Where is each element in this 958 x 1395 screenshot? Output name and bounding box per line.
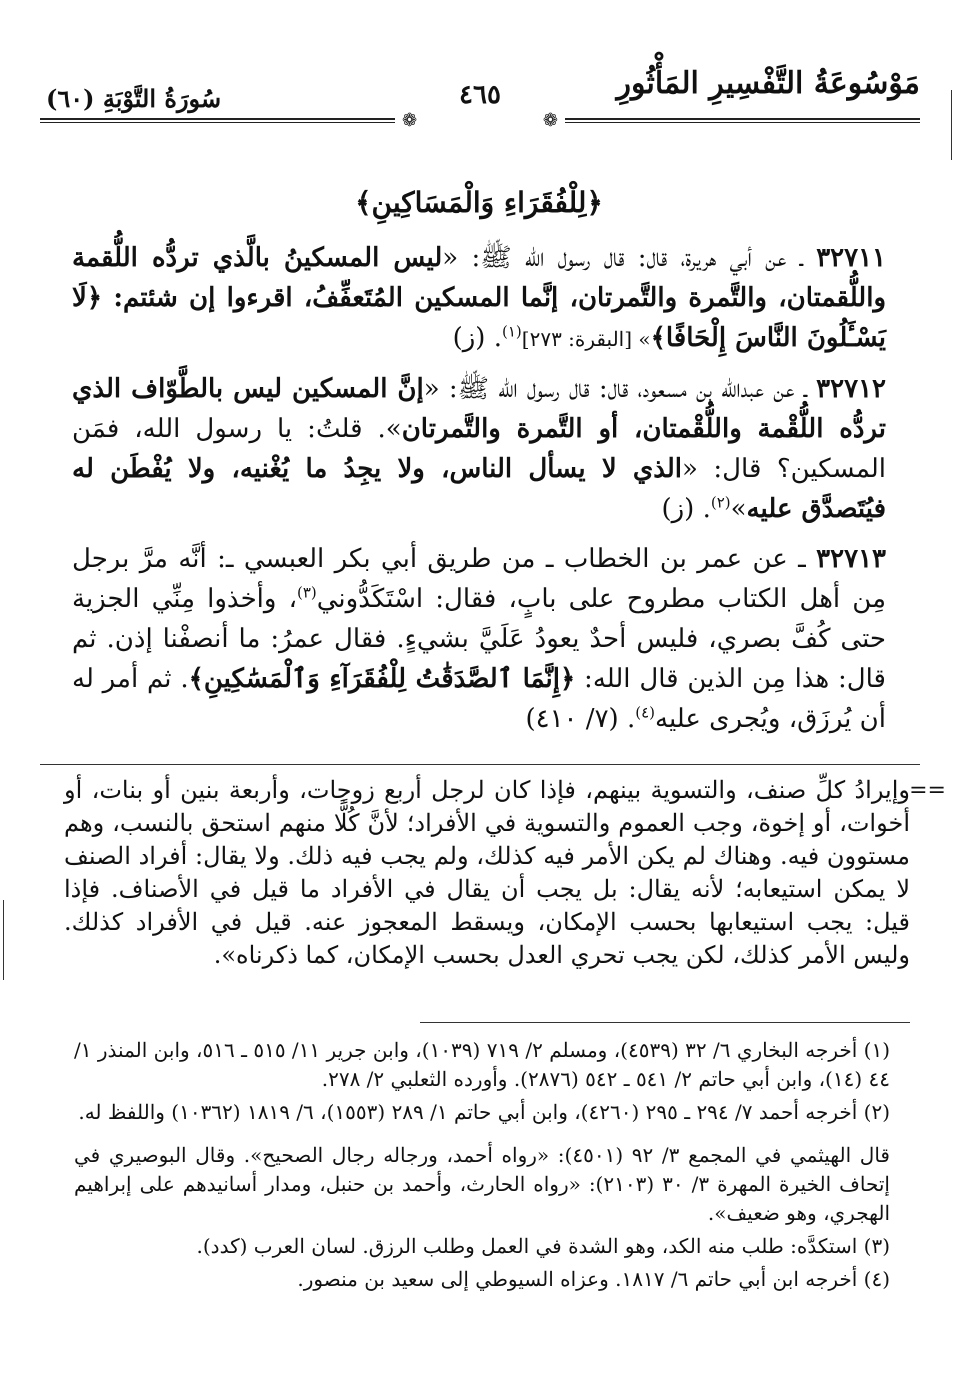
continued-note-text: وإيرادُ كلِّ صنف، والتسوية بينهم، فإذا كان لرجل أربع زوجات، وأربعة بنين أو بنات، أو أخوات، أو إخوة، وجب العموم والتسوية في الأفراد؛ لأنَّ كُلًّا منهم استحق بالنسب، وهم مستوون فيه. وهناك لم يكن الأمر فيه كذلك، ولم يجب فيه ذلك. ولا يقال: أفراد الصنف لا يمكن استيعابه؛ لأنه يقال: بل يجب أن يقال في الأفراد ما قيل في الأصناف. فإذا قيل: يجب استيعابها بحسب الإمكان، ويسقط المعجوز عنه. قيل في الأفراد كذلك. وليس الأمر كذلك، لكن يجب تحري العدل بحسب الإمكان، كما ذكرناه». xyxy=(64,776,910,969)
hadith-text: ليس المسكينُ بالَّذي تردُّه اللُّقمة واللُّقمتان، والتَّمرة والتَّمرتان، إنَّما المسكين المُتَعفِّفُ، اقرءوا إن شئتم: ﴿لَا يَسْـَٔلُونَ النَّاسَ إِلْحَافًا﴾ xyxy=(72,243,886,353)
hadith-text: الذي لا يسأل الناس، ولا يجِدُ ما يُغْنيه، ولا يُفْطَن له فيُتَصدَّق عليه xyxy=(72,454,886,524)
edge-mark xyxy=(3,900,4,980)
footnote-ref[interactable]: (١) xyxy=(501,322,522,341)
header-rule-right xyxy=(565,118,920,123)
hadith-text: إنَّ المسكين ليس بالطَّوّاف الذي تردُّه اللُّقْمة واللُّقْمتان، أو التَّمرة والتَّمرتان xyxy=(72,374,886,444)
ornament-icon: ❁ xyxy=(542,110,558,131)
footnote: (٢) أخرجه أحمد ٧/ ٢٩٤ ـ ٢٩٥ (٤٢٦٠)، وابن أبي حاتم ١/ ٢٨٩ (١٥٥٣)، ٦/ ١٨١٩ (١٠٣٦٢) واللفظ له. xyxy=(78,1100,890,1124)
main-text xyxy=(72,238,886,749)
entry-mid: ، وأخذوا مِنِّي الجزية حتى كُفَّ بصري، فليس أحدٌ يعودُ عَلَيَّ بشيءٍ. فقال عمرُ: ما أنصفْنا إذن. ثم قال: هذا مِن الذين قال الله: xyxy=(72,584,886,694)
footnote-ref[interactable]: (٤) xyxy=(635,703,655,722)
continued-note xyxy=(64,774,946,972)
section-title: ﴿لِلْفُقَرَاءِ وَالْمَسَاكِينِ﴾ xyxy=(355,186,603,219)
footnote: (٤) أخرجه ابن أبي حاتم ٦/ ١٨١٧. وعزاه السيوطي إلى سعيد بن منصور. xyxy=(297,1267,890,1291)
footnotes xyxy=(74,1036,890,1298)
entry-number: ٣٢٧١٣ xyxy=(816,544,886,574)
header-rule-left xyxy=(40,118,395,123)
footnote: (١) أخرجه البخاري ٦/ ٣٢ (٤٥٣٩)، ومسلم ٢/ ٧١٩ (١٠٣٩)، وابن جرير ١١/ ٥١٥ ـ ٥١٦، وابن المنذر ١/ ٤٤ (١٤)، وابن أبي حاتم ٢/ ٥٤١ ـ ٥٤٢ (٢٨٧٦). وأورده الثعلبي ٢/ ٢٧٨. xyxy=(74,1038,891,1091)
entry-close: » xyxy=(730,494,747,524)
entry-mid: . ثم أمر له أن يُرزَق، ويُجرى عليه xyxy=(72,664,886,734)
footnote: قال الهيثمي في المجمع ٣/ ٩٢ (٤٥٠١): «رواه أحمد، ورجاله رجال الصحيح». وقال البوصيري في إتحاف الخيرة المهرة ٣/ ٣٠ (٢١٠٣): «رواه الحارث، وأحمد بن حنبل، ومدار أسانيدهم على إبراهيم الهجري، وهو ضعيف». xyxy=(74,1143,890,1225)
entry-intro: ـ عن عبدالله بن مسعود، قال: قال رسول الله ﷺ: « xyxy=(423,374,817,404)
entry-close: » [البقرة: ٢٧٣] xyxy=(521,327,651,351)
entry-intro: ـ عن عمر بن الخطاب ـ من طريق أبي بكر العبسي ـ: أنَّه مرَّ برجل مِن أهل الكتاب مطروح على بابٍ، فقال: اسْتَكَدُّوني xyxy=(72,544,886,614)
hadith-entry xyxy=(72,539,886,739)
footnote-ref[interactable]: (٣) xyxy=(296,583,317,602)
entry-number: ٣٢٧١١ xyxy=(816,243,887,273)
book-title: مَوْسُوعَةُ التَّفْسِيرِ المَأْثُورِ xyxy=(616,66,920,101)
edge-mark xyxy=(951,90,952,160)
page-number: ٤٦٥ xyxy=(459,80,501,110)
divider xyxy=(40,764,920,765)
entry-tail: . (٧/ ٤١٠) xyxy=(525,704,636,734)
hadith-entry xyxy=(72,238,886,359)
ornament-icon: ❁ xyxy=(402,110,418,131)
quran-ayah: ﴿إِنَّمَا ٱلصَّدَقَٰتُ لِلْفُقَرَآءِ وَٱلْمَسَٰكِينِ﴾ xyxy=(188,664,576,694)
continuation-mark: == xyxy=(909,778,946,803)
entry-intro: ـ عن أبي هريرة، قال: قال رسول الله ﷺ: « xyxy=(442,243,817,273)
entry-mid: ». قلتُ: يا رسول الله، فمَن المسكين؟ قال: « xyxy=(72,414,886,484)
footnote: (٣) استكدَّه: طلب منه الكد، وهو الشدة في العمل وطلب الرزق. لسان العرب (كدد). xyxy=(196,1234,890,1258)
hadith-entry xyxy=(72,369,886,529)
footnote-divider xyxy=(420,1022,910,1023)
running-header xyxy=(40,66,920,136)
entry-number: ٣٢٧١٢ xyxy=(816,374,886,404)
entry-tail: . (ز) xyxy=(661,494,711,524)
entry-tail: . (ز) xyxy=(452,323,502,353)
footnote-ref[interactable]: (٢) xyxy=(710,493,731,512)
sura-label: سُورَةُ التَّوْبَةِ (٦٠) xyxy=(46,84,222,113)
